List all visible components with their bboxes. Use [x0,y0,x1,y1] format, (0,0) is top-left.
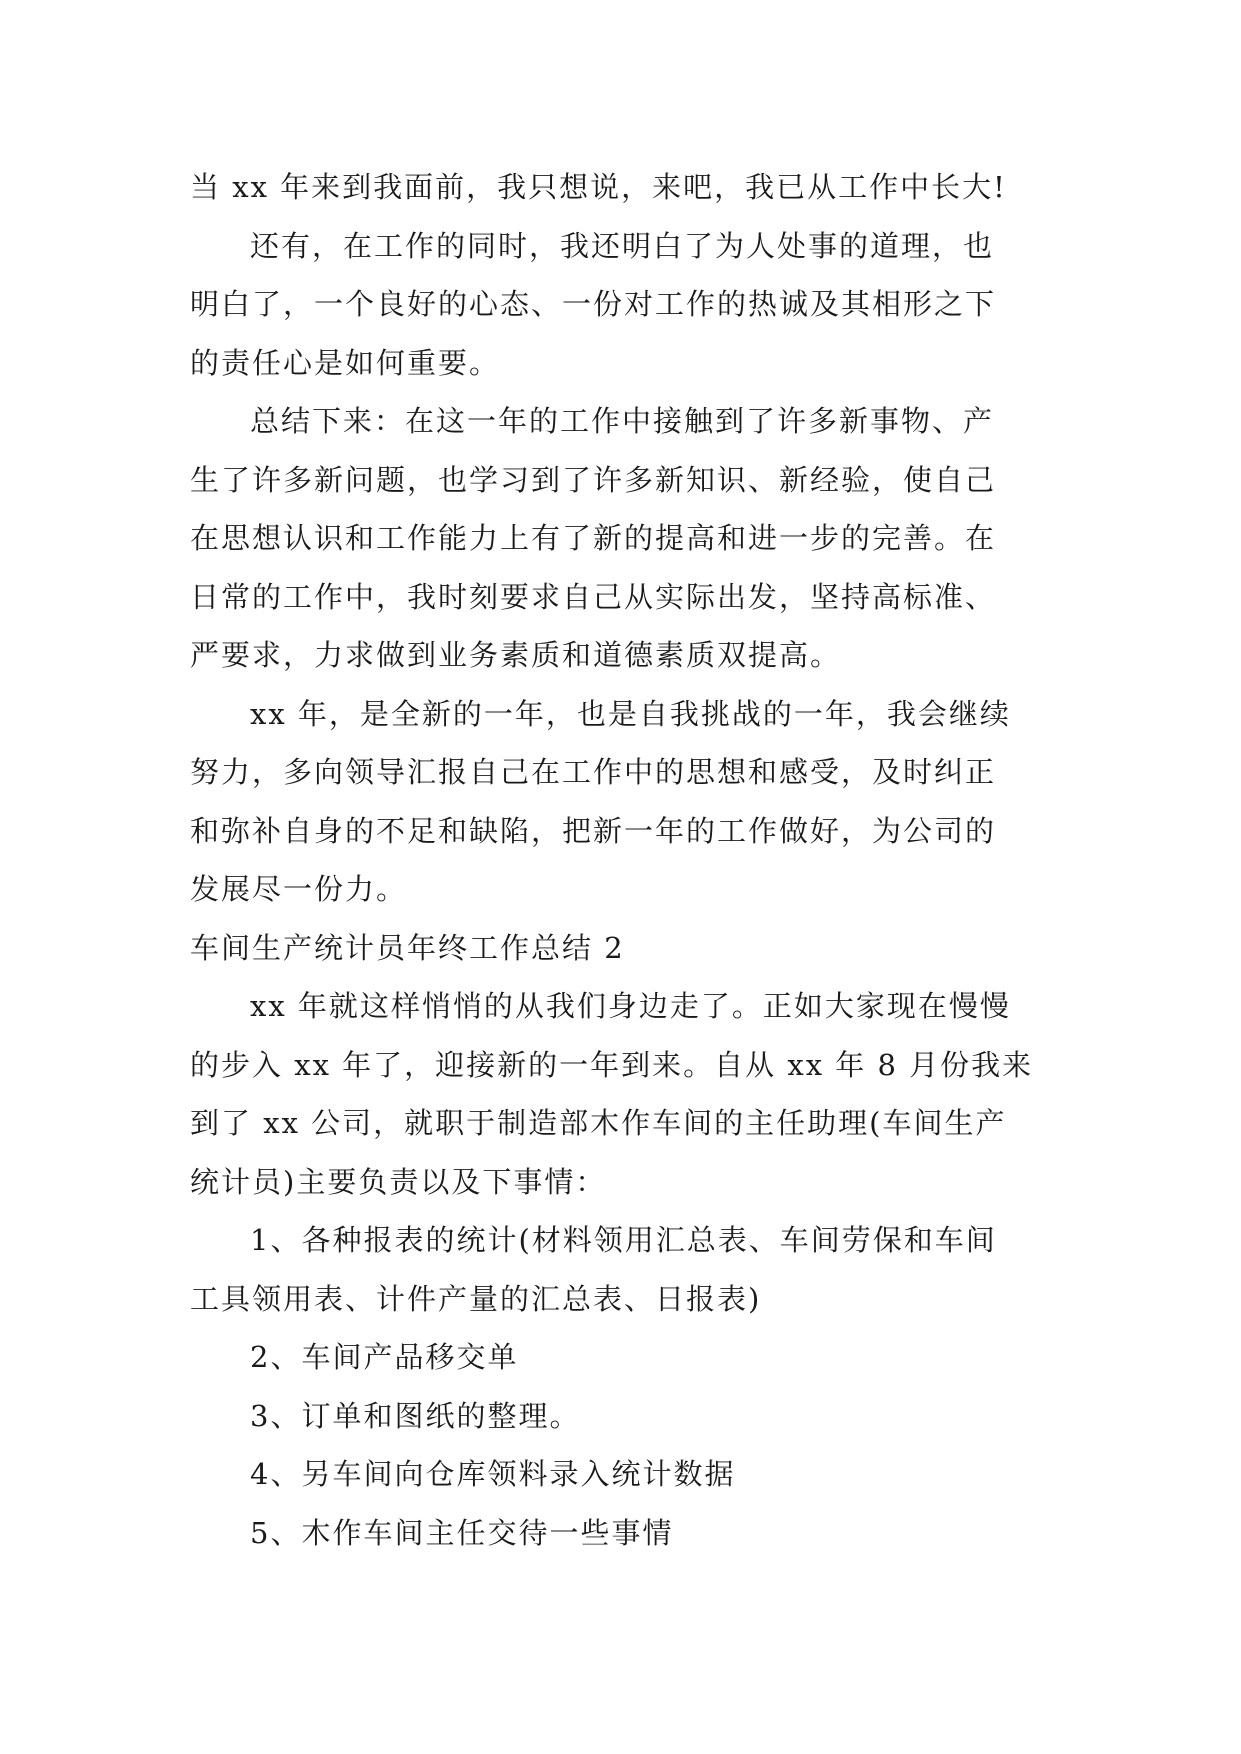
text-line: 的步入 xx 年了，迎接新的一年到来。自从 xx 年 8 月份我来 [190,1047,1034,1082]
text-line: 到了 xx 公司，就职于制造部木作车间的主任助理(车间生产 [190,1106,1007,1140]
text-line: 在思想认识和工作能力上有了新的提高和进一步的完善。在 [190,521,997,555]
paragraph-work-attitude [190,217,1071,393]
text-line: 工具领用表、计件产量的汇总表、日报表) [190,1281,762,1316]
text-line: 还有，在工作的同时，我还明白了为人处事的道理，也 [250,228,995,263]
text-line: 严要求，力求做到业务素质和道德素质双提高。 [190,638,842,672]
text-line: 总结下来：在这一年的工作中接触到了许多新事物、产 [250,404,995,438]
section-heading: 车间生产统计员年终工作总结 2 [190,930,625,965]
paragraph-introduction [190,977,1071,1211]
paragraph-closing-line [190,158,1071,217]
paragraph-summary [190,392,1071,685]
text-line: 努力，多向领导汇报自己在工作中的思想和感受，及时纠正 [190,755,997,789]
text-line: 发展尽一份力。 [190,872,408,906]
text-line: xx 年，是全新的一年，也是自我挑战的一年，我会继续 [250,696,1011,731]
text-line: xx 年就这样悄悄的从我们身边走了。正如大家现在慢慢 [250,989,1011,1023]
list-item: 5、木作车间主任交待一些事情 [250,1515,674,1550]
text-line: 日常的工作中，我时刻要求自己从实际出发，坚持高标准、 [190,579,997,614]
text-line: 统计员)主要负责以及下事情： [190,1164,607,1199]
text-line: 当 xx 年来到我面前，我只想说，来吧，我已从工作中长大! [190,170,1007,204]
list-item: 2、车间产品移交单 [250,1340,519,1374]
text-line: 的责任心是如何重要。 [190,345,501,380]
text-line: 1、各种报表的统计(材料领用汇总表、车间劳保和车间 [250,1223,997,1257]
list-item: 4、另车间向仓库领料录入统计数据 [250,1457,736,1491]
list-item-reports [190,1211,1071,1328]
text-line: 明白了，一个良好的心态、一份对工作的热诚及其相形之下 [190,287,997,321]
text-line: 和弥补自身的不足和缺陷，把新一年的工作做好，为公司的 [190,813,997,848]
text-line: 生了许多新问题，也学习到了许多新知识、新经验，使自己 [190,462,997,497]
paragraph-new-year [190,685,1071,919]
list-item: 3、订单和图纸的整理。 [250,1398,581,1433]
